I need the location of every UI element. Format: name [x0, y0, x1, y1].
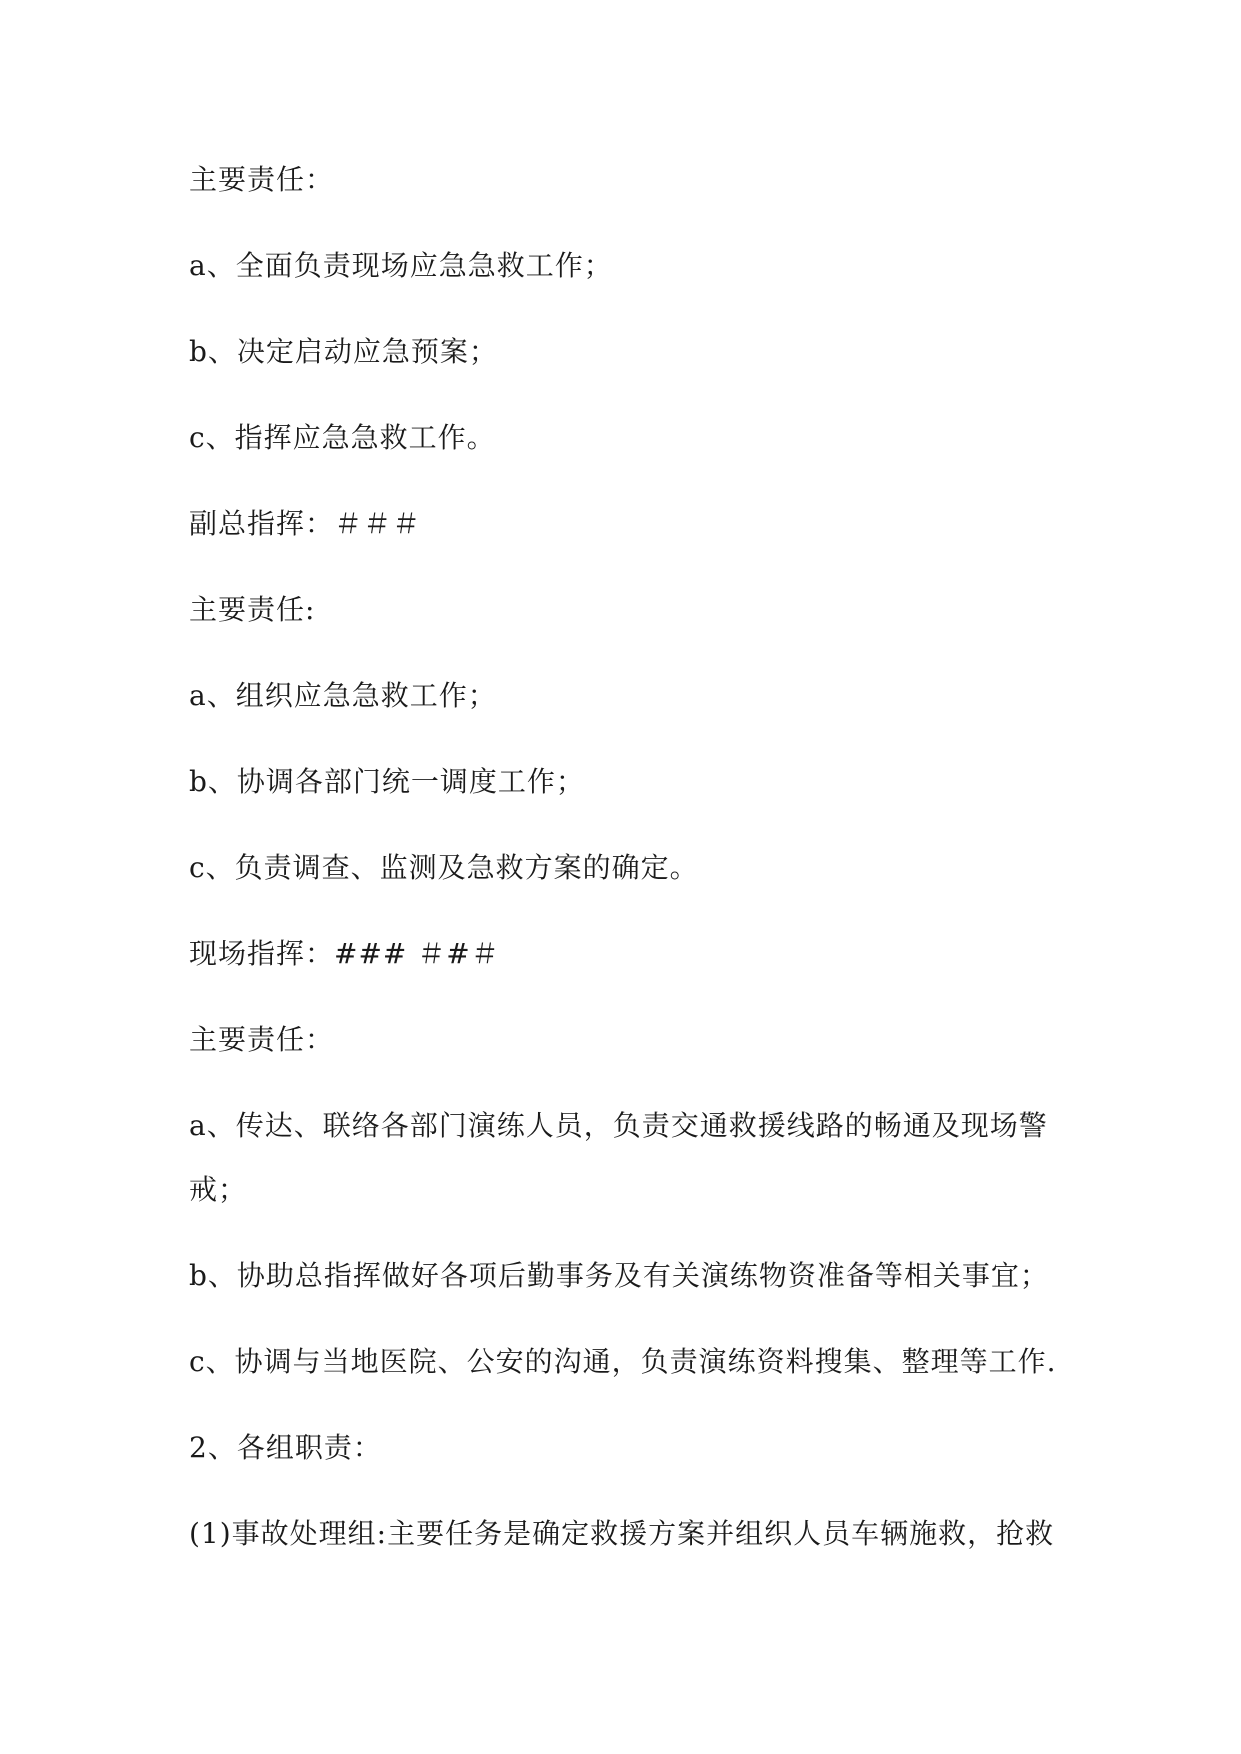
responsibility-heading-2: 主要责任:: [189, 593, 316, 626]
list-item: c、指挥应急急救工作。: [189, 421, 496, 454]
deputy-commander-line: 副总指挥：＃＃＃: [189, 507, 422, 540]
list-item: a、传达、联络各部门演练人员，负责交通救援线路的畅通及现场警: [189, 1109, 1048, 1142]
list-item: b、决定启动应急预案；: [189, 335, 498, 368]
list-item: c、协调与当地医院、公安的沟通，负责演练资料搜集、整理等工作.: [189, 1345, 1057, 1378]
list-item: a、组织应急急救工作；: [189, 679, 497, 712]
list-item: b、协助总指挥做好各项后勤事务及有关演练物资准备等相关事宜；: [189, 1259, 1049, 1292]
list-item: c、负责调查、监测及急救方案的确定。: [189, 851, 699, 884]
list-item: b、协调各部门统一调度工作；: [189, 765, 585, 798]
section-heading: 2、各组职责：: [189, 1431, 382, 1464]
paragraph: (1)事故处理组:主要任务是确定救援方案并组织人员车辆施救，抢救: [189, 1517, 1055, 1550]
site-commander-line: 现场指挥：### ＃#＃: [189, 937, 500, 970]
responsibility-heading-3: 主要责任：: [189, 1023, 335, 1056]
list-item-continuation: 戒；: [189, 1173, 248, 1206]
responsibility-heading-1: 主要责任：: [189, 163, 335, 196]
list-item: a、全面负责现场应急急救工作；: [189, 249, 613, 282]
